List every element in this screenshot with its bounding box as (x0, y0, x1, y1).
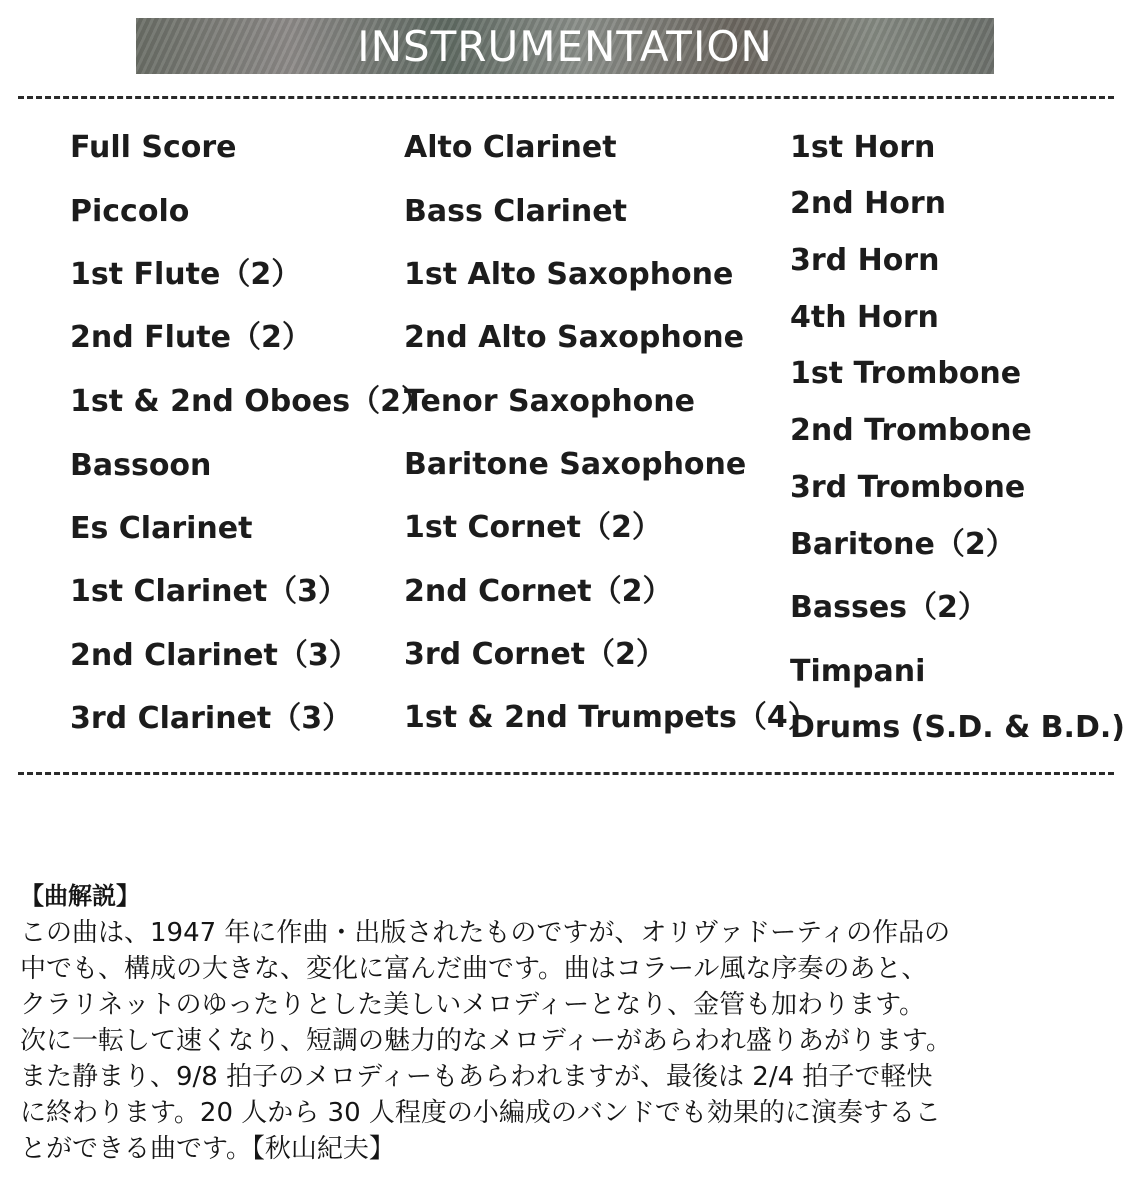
bottom-dashed-divider (18, 772, 1114, 775)
instrument-item: Timpani (790, 654, 926, 689)
page-title: INSTRUMENTATION (357, 21, 773, 71)
instrument-item: Bassoon (70, 448, 212, 483)
instrument-item: 1st & 2nd Oboes（2） (70, 384, 431, 419)
instrument-item: Es Clarinet (70, 511, 253, 546)
instrumentation-banner (136, 18, 994, 74)
instrument-item: 2nd Flute（2） (70, 320, 312, 355)
instrument-item: 3rd Horn (790, 243, 940, 278)
instrument-item: 1st Horn (790, 130, 936, 165)
instrument-item: 3rd Cornet（2） (404, 637, 666, 672)
commentary-line: この曲は、1947 年に作曲・出版されたものですが、オリヴァドーティの作品の (20, 918, 951, 948)
instrument-item: 1st Clarinet（3） (70, 574, 349, 609)
commentary-line: 次に一転して速くなり、短調の魅力的なメロディーがあらわれ盛りあがります。 (20, 1026, 952, 1056)
instrument-item: 2nd Cornet（2） (404, 574, 673, 609)
instrument-item: Bass Clarinet (404, 194, 627, 229)
instrument-item: Alto Clarinet (404, 130, 617, 165)
commentary-heading: 【曲解説】 (20, 882, 140, 910)
instrument-item: 2nd Clarinet（3） (70, 638, 359, 673)
commentary-body (20, 915, 1116, 1167)
instrument-item: 1st Trombone (790, 356, 1022, 391)
instrument-item: 1st & 2nd Trumpets（4） (404, 700, 818, 735)
commentary-line: に終わります。20 人から 30 人程度の小編成のバンドでも効果的に演奏するこ (20, 1098, 941, 1128)
instrument-item: 1st Flute（2） (70, 257, 302, 292)
commentary-line: 中でも、構成の大きな、変化に富んだ曲です。曲はコラール風な序奏のあと、 (20, 954, 928, 984)
commentary-line: クラリネットのゆったりとした美しいメロディーとなり、金管も加わります。 (20, 990, 926, 1020)
instrument-item: 4th Horn (790, 300, 939, 335)
instrument-item: 3rd Trombone (790, 470, 1026, 505)
instrument-item: 2nd Horn (790, 186, 947, 221)
instrument-item: Baritone（2） (790, 527, 1016, 562)
instrument-item: Basses（2） (790, 590, 988, 625)
instrument-item: 2nd Alto Saxophone (404, 320, 745, 355)
instrument-item: 3rd Clarinet（3） (70, 701, 353, 736)
commentary-line: また静まり、9/8 拍子のメロディーもあらわれますが、最後は 2/4 拍子で軽快 (20, 1062, 933, 1092)
commentary-section (20, 878, 1116, 1167)
instrument-item: Piccolo (70, 194, 190, 229)
instrument-item: Drums (S.D. & B.D.) (790, 710, 1125, 745)
top-dashed-divider (18, 96, 1114, 99)
instrument-item: Tenor Saxophone (404, 384, 695, 419)
instrument-item: 1st Alto Saxophone (404, 257, 734, 292)
instrument-item: Full Score (70, 130, 237, 165)
instrument-item: Baritone Saxophone (404, 447, 747, 482)
commentary-line: とができる曲です。【秋山紀夫】 (20, 1134, 395, 1164)
instrument-item: 1st Cornet（2） (404, 510, 662, 545)
instrument-item: 2nd Trombone (790, 413, 1032, 448)
